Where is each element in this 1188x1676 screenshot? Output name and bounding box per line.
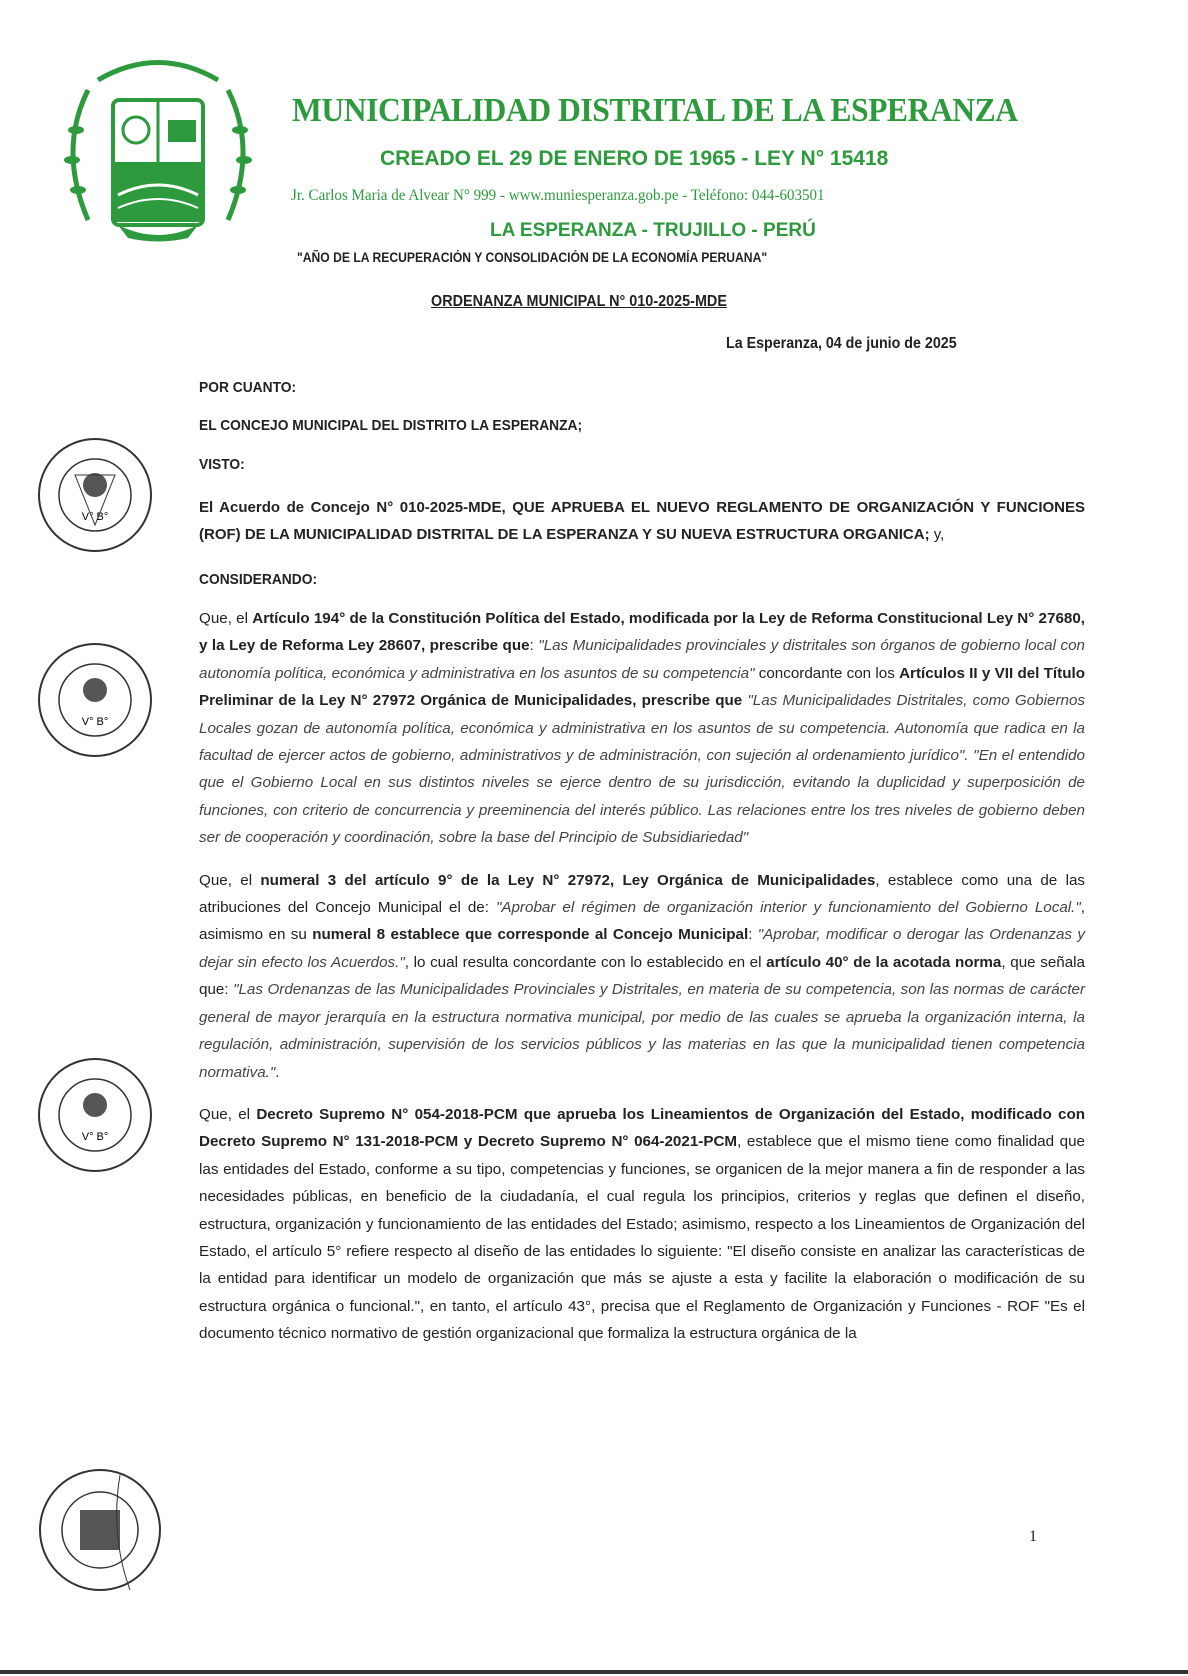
text: , establece que el mismo tiene como finalidad que las entidades del Estado, conforme a su tipo, competencias y funciones, se organicen de la mejor manera a fin de responder a las necesidades públicas, en beneficio de la ciudadanía, el cual regula los principios, criterios y reglas que definen el diseño, estructura, organización y funcionamiento de las entidades del Estado; asimismo, respecto a los Lineamientos de Organización del Estado, el artículo 5° refiere respecto al diseño de las entidades lo siguiente: "El diseño consiste en analizar las características de la entidad para identificar un modelo de organización que más se ajuste a esta y facilite la elaboración o modificación de su estructura orgánica o funcional.", en tanto, el artículo 43°, precisa que el Reglamento de Organización y Funciones - ROF "Es el documento técnico normativo de gestión organizacional que formaliza la estructura orgánica de la (199, 1133, 1085, 1343)
quoted-text: "Las Ordenanzas de las Municipalidades Provinciales y Distritales, en materia de su competencia, son las normas de carácter general de mayor jerarquía en la estructura normativa municipal, por medio de las cuales se aprueba la organización interna, la regulación, administración, supervisión de los servicios públicos y las materias en las que la municipalidad tienen competencia normativa." (199, 981, 1085, 1081)
year-motto: "AÑO DE LA RECUPERACIÓN Y CONSOLIDACIÓN DE LA ECONOMÍA PERUANA" (297, 250, 768, 265)
text: Que, el (199, 610, 253, 627)
svg-text:V° B°: V° B° (81, 716, 109, 728)
location: LA ESPERANZA - TRUJILLO - PERÚ (490, 220, 816, 241)
svg-text:V° B°: V° B° (81, 1131, 109, 1143)
text: , asimismo en su (199, 899, 1085, 944)
bold-text: Decreto Supremo N° 054-2018-PCM que aprueba los Lineamientos de Organización del Estado, modificado con Decreto Supremo N° 131-2018-PCM y Decreto Supremo N° 064-2021-PCM (199, 1105, 1085, 1151)
considerando-paragraph (199, 605, 1085, 852)
document-title: ORDENANZA MUNICIPAL N° 010-2025-MDE (431, 293, 727, 310)
municipal-coat-of-arms-logo (58, 50, 258, 250)
text: , establece como una de las atribuciones del Concejo Municipal el de: (199, 871, 1085, 917)
text: , que señala que: (199, 953, 1085, 999)
gerencia-municipal-seal (35, 435, 155, 560)
page-number: 1 (1029, 1528, 1037, 1545)
alcaldia-seal (35, 1465, 165, 1600)
bold-text: artículo 40° de la acotada norma (766, 953, 1002, 971)
text: , lo cual resulta concordante con lo establecido en el (404, 953, 767, 971)
visto-label: VISTO: (199, 456, 245, 473)
secretaria-general-seal (35, 1055, 155, 1180)
document-date: La Esperanza, 04 de junio de 2025 (726, 335, 957, 352)
visto-text (199, 494, 1085, 548)
bold-text: numeral 8 establece que corresponde al Concejo Municipal (312, 926, 749, 944)
text: Que, el (199, 871, 261, 889)
concejo-heading: EL CONCEJO MUNICIPAL DEL DISTRITO LA ESPERANZA; (199, 417, 583, 434)
considerando-paragraph (199, 867, 1085, 1086)
creation-info: CREADO EL 29 DE ENERO DE 1965 - LEY N° 15418 (380, 147, 889, 170)
bold-text: Artículos II y VII del Título Preliminar de la Ley N° 27972 Orgánica de Municipalidades, prescribe que (199, 664, 1085, 710)
text: Que, el (199, 1105, 257, 1123)
contact-address: Jr. Carlos Maria de Alvear N° 999 - www.muniesperanza.gob.pe - Teléfono: 044-603501 (291, 187, 825, 204)
por-cuanto-label: POR CUANTO: (199, 379, 297, 396)
text: : (529, 637, 539, 655)
quoted-text: "Las Municipalidades Distritales, como Gobiernos Locales gozan de autonomía política, económica y administrativa en los asuntos de su competencia. Autonomía que radica en la facultad de ejercer actos de gobierno, administrativos y de administración, con sujeción al ordenamiento jurídico". "En el entendido que el Gobierno Local en sus distintos niveles se ejerce dentro de su jurisdicción, evitando la duplicidad y superposición de funciones, con criterio de concurrencia y preeminencia del interés público. Las relaciones entre los tres niveles de gobierno deben ser de cooperación y coordinación, sobre la base del Principio de Subsidiariedad" (199, 692, 1085, 847)
asesoria-juridica-seal (35, 640, 155, 765)
considerando-body (199, 605, 1085, 1363)
quoted-text: "Las Municipalidades provinciales y distritales son órganos de gobierno local con autonomía política, económica y administrativa en los asuntos de su competencia" (199, 637, 1085, 682)
visto-body: El Acuerdo de Concejo N° 010-2025-MDE, QUE APRUEBA EL NUEVO REGLAMENTO DE ORGANIZACIÓN Y FUNCIONES (ROF) DE LA MUNICIPALIDAD DISTRITAL DE LA ESPERANZA Y SU NUEVA ESTRUCTURA ORGANICA; (199, 499, 1085, 543)
visto-tail: y, (929, 526, 945, 543)
text: . (275, 1063, 280, 1081)
bold-text: numeral 3 del artículo 9° de la Ley N° 27972, Ley Orgánica de Municipalidades (260, 871, 876, 889)
quoted-text: "Aprobar, modificar o derogar las Ordenanzas y dejar sin efecto los Acuerdos." (199, 926, 1085, 971)
page-bottom-edge (0, 1670, 1188, 1674)
quoted-text: "Aprobar el régimen de organización interior y funcionamiento del Gobierno Local." (495, 899, 1081, 917)
considerando-paragraph (199, 1101, 1085, 1348)
svg-text:V° B°: V° B° (81, 511, 109, 523)
considerando-label: CONSIDERANDO: (199, 571, 318, 588)
text: concordante con los (754, 664, 900, 682)
municipality-name: MUNICIPALIDAD DISTRITAL DE LA ESPERANZA (292, 92, 1018, 129)
text: : (748, 926, 758, 944)
bold-text: Artículo 194° de la Constitución Política del Estado, modificada por la Ley de Reforma Constitucional Ley N° 27680, y la Ley de Reforma Ley 28607, prescribe que (199, 610, 1086, 655)
